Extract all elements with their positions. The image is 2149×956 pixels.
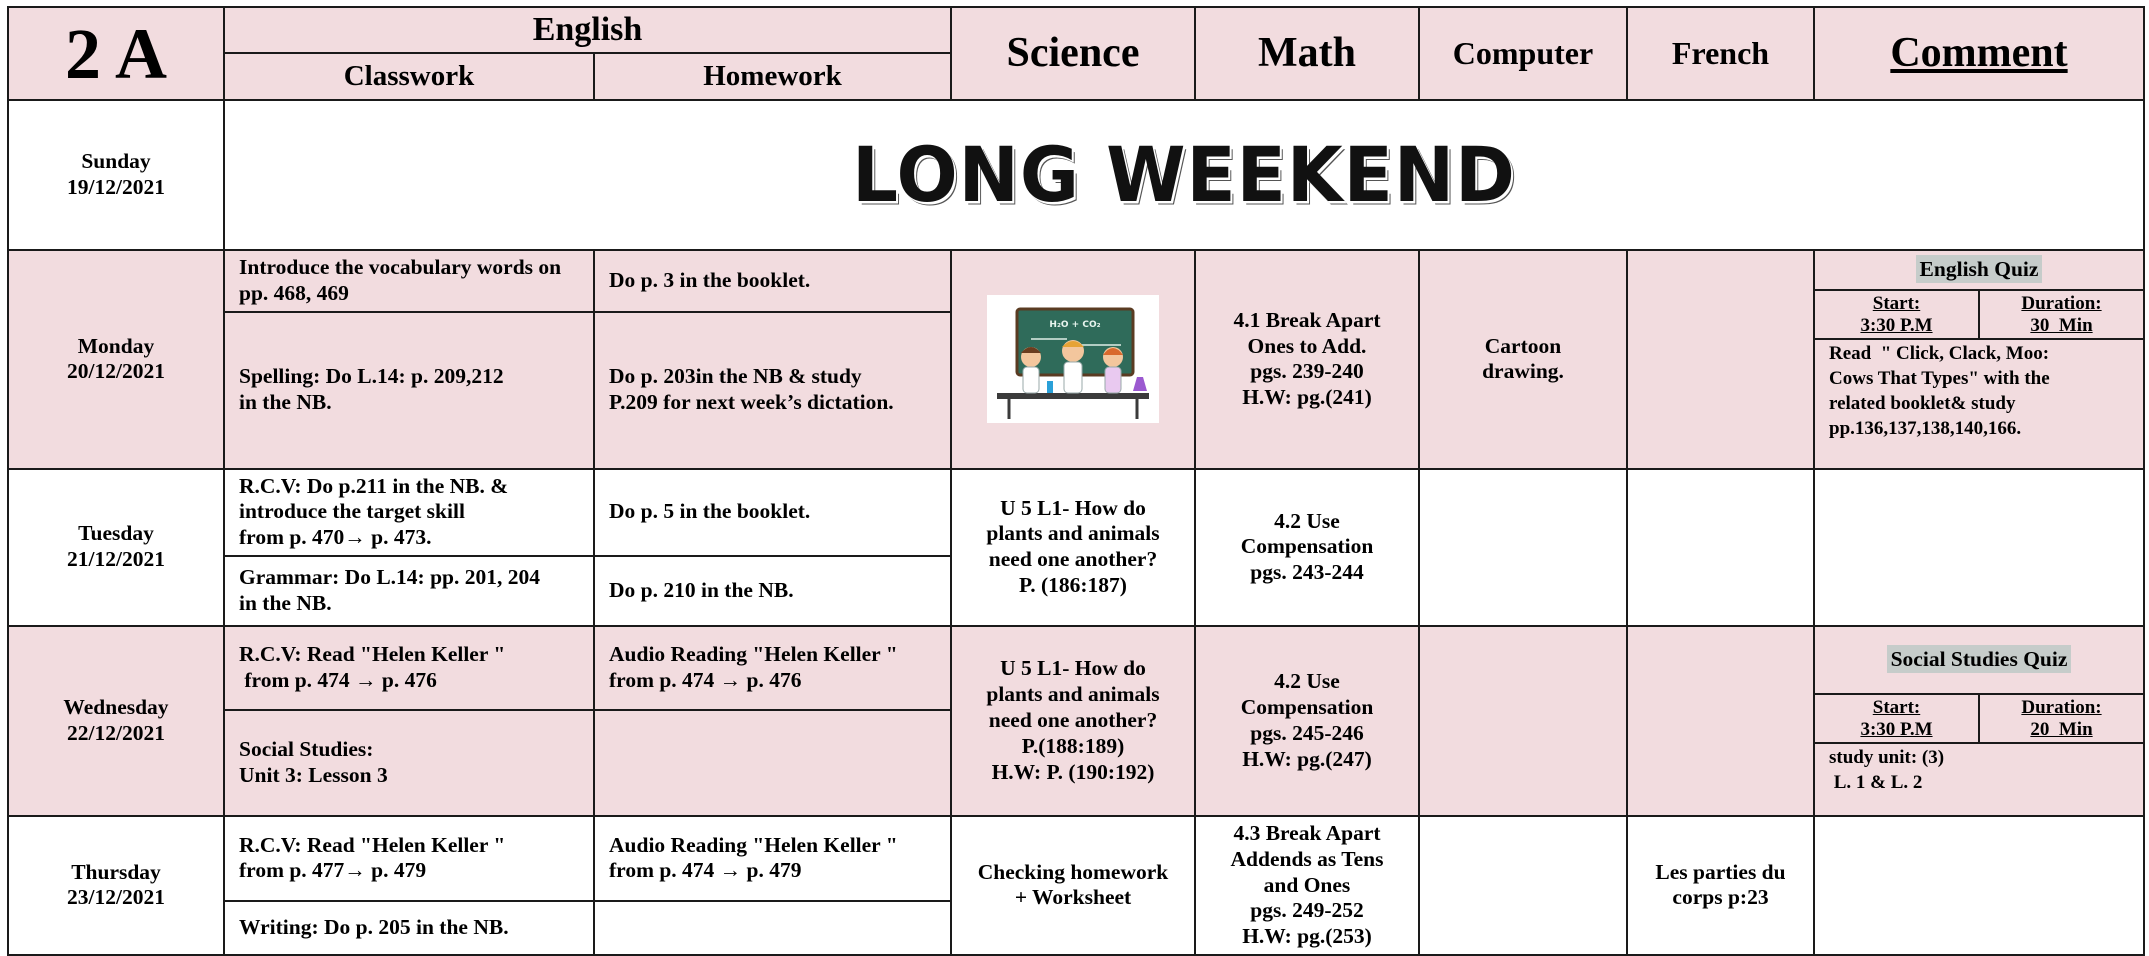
- math-line: pgs. 239-240: [1250, 359, 1364, 384]
- french-header: French: [1627, 7, 1814, 100]
- classwork-line: Unit 3: Lesson 3: [239, 762, 388, 787]
- quiz-duration: [1980, 291, 2143, 339]
- monday-homework-1: Do p. 3 in the booklet.: [594, 250, 951, 312]
- wednesday-row-1: [8, 626, 2144, 710]
- math-line: Ones to Add.: [1247, 333, 1367, 358]
- quiz-title-text: Social Studies Quiz: [1887, 645, 2072, 673]
- sunday-row: [8, 100, 2144, 250]
- sunday-day-cell: [8, 100, 224, 250]
- computer-line: Cartoon: [1484, 333, 1562, 358]
- quiz-start-value: 3:30 P.M: [1860, 718, 1933, 740]
- monday-comment-cell: [1814, 250, 2144, 469]
- quiz-time-row: [1815, 291, 2143, 341]
- wednesday-homework-2: [594, 710, 951, 816]
- quiz-note-line: related booklet& study: [1829, 392, 2016, 414]
- science-line: P. (186:187): [1019, 573, 1127, 598]
- tuesday-row-1: [8, 469, 2144, 556]
- quiz-note: [1815, 744, 2143, 815]
- math-line: pgs. 243-244: [1250, 560, 1364, 585]
- science-line: + Worksheet: [1014, 885, 1132, 910]
- thursday-math-cell: [1195, 816, 1419, 955]
- tuesday-classwork-2: [224, 556, 594, 626]
- monday-science-cell: [951, 250, 1195, 469]
- social-studies-quiz-box: [1815, 627, 2143, 815]
- science-line: U 5 L1- How do: [1000, 495, 1146, 520]
- science-lab-illustration-icon: [987, 295, 1159, 423]
- classwork-line: from p. 477→ p. 479: [239, 858, 427, 883]
- day-name: Thursday: [71, 859, 161, 884]
- svg-text:H₂O + CO₂: H₂O + CO₂: [1049, 320, 1101, 331]
- math-line: and Ones: [1263, 872, 1351, 897]
- math-line: Compensation: [1240, 695, 1374, 720]
- monday-computer-cell: [1419, 250, 1627, 469]
- quiz-duration-value: 30 Min: [2030, 314, 2093, 336]
- math-line: 4.3 Break Apart: [1233, 820, 1381, 845]
- classwork-line: Spelling: Do L.14: p. 209,212: [239, 364, 504, 389]
- science-line: need one another?: [988, 708, 1158, 733]
- homework-line: Audio Reading "Helen Keller ": [609, 832, 898, 857]
- monday-french-cell: [1627, 250, 1814, 469]
- quiz-note: [1815, 340, 2143, 467]
- science-line: U 5 L1- How do: [1000, 656, 1146, 681]
- tuesday-computer-cell: [1419, 469, 1627, 626]
- math-line: Compensation: [1240, 534, 1374, 559]
- science-line: P.(188:189): [1021, 733, 1125, 758]
- computer-line: drawing.: [1482, 359, 1564, 384]
- day-date: 19/12/2021: [67, 175, 165, 199]
- day-name: Wednesday: [63, 695, 169, 720]
- quiz-title: [1815, 251, 2143, 291]
- tuesday-french-cell: [1627, 469, 1814, 626]
- english-header: English: [224, 7, 951, 53]
- homework-line: Audio Reading "Helen Keller ": [609, 642, 898, 667]
- quiz-note-line: pp.136,137,138,140,166.: [1829, 417, 2022, 439]
- day-name: Tuesday: [78, 521, 154, 546]
- quiz-title-text: English Quiz: [1916, 255, 2043, 283]
- classwork-line: Grammar: Do L.14: pp. 201, 204: [239, 565, 540, 590]
- quiz-note-line: study unit: (3): [1829, 747, 1945, 769]
- day-date: 21/12/2021: [67, 547, 165, 572]
- monday-day-cell: [8, 250, 224, 469]
- day-name: Sunday: [81, 149, 151, 174]
- classwork-line: Social Studies:: [239, 737, 374, 762]
- quiz-duration-value: 20 Min: [2030, 718, 2093, 740]
- homework-line: P.209 for next week’s dictation.: [609, 390, 894, 415]
- math-line: 4.2 Use: [1274, 508, 1340, 533]
- science-line: H.W: P. (190:192): [991, 759, 1155, 784]
- quiz-start: [1815, 291, 1980, 339]
- quiz-duration: [1980, 695, 2143, 743]
- thursday-day-cell: [8, 816, 224, 955]
- tuesday-homework-2: Do p. 210 in the NB.: [594, 556, 951, 626]
- wednesday-homework-1: [594, 626, 951, 710]
- classwork-line: R.C.V: Read "Helen Keller ": [239, 832, 506, 857]
- header-row-top: [8, 7, 2144, 53]
- quiz-start-value: 3:30 P.M: [1860, 314, 1933, 336]
- day-date: 20/12/2021: [67, 359, 165, 384]
- wednesday-math-cell: [1195, 626, 1419, 816]
- thursday-classwork-2: Writing: Do p. 205 in the NB.: [224, 901, 594, 955]
- homework-line: from p. 474 → p. 479: [609, 858, 802, 883]
- science-line: need one another?: [988, 547, 1158, 572]
- day-date: 22/12/2021: [67, 720, 165, 745]
- tuesday-day-cell: [8, 469, 224, 626]
- thursday-homework-1: [594, 816, 951, 901]
- long-weekend-banner: LONG WEEKEND: [852, 130, 1516, 219]
- french-line: Les parties du: [1655, 859, 1786, 884]
- tuesday-science-cell: [951, 469, 1195, 626]
- quiz-duration-label: Duration:: [2021, 292, 2102, 314]
- math-line: H.W: pg.(247): [1242, 746, 1372, 771]
- science-header: Science: [951, 7, 1195, 100]
- math-line: pgs. 245-246: [1250, 720, 1364, 745]
- wednesday-science-cell: [951, 626, 1195, 816]
- thursday-science-cell: [951, 816, 1195, 955]
- science-line: Checking homework: [977, 859, 1169, 884]
- weekly-plan-table: [7, 6, 2145, 956]
- classwork-line: from p. 470→ p. 473.: [239, 525, 432, 550]
- quiz-start: [1815, 695, 1980, 743]
- wednesday-french-cell: [1627, 626, 1814, 816]
- math-line: H.W: pg.(241): [1242, 385, 1372, 410]
- day-name: Monday: [77, 333, 155, 358]
- wednesday-day-cell: [8, 626, 224, 816]
- day-date: 23/12/2021: [67, 885, 165, 910]
- homework-header: Homework: [594, 53, 951, 100]
- quiz-note-line: Read " Click, Clack, Moo:: [1829, 343, 2050, 365]
- math-line: pgs. 249-252: [1250, 898, 1364, 923]
- monday-math-cell: [1195, 250, 1419, 469]
- thursday-computer-cell: [1419, 816, 1627, 955]
- tuesday-comment-cell: [1814, 469, 2144, 626]
- classwork-header: Classwork: [224, 53, 594, 100]
- homework-line: Do p. 203in the NB & study: [609, 364, 862, 389]
- wednesday-comment-cell: [1814, 626, 2144, 816]
- thursday-classwork-1: [224, 816, 594, 901]
- quiz-note-line: L. 1 & L. 2: [1829, 772, 1923, 794]
- class-name: 2 A: [8, 7, 224, 100]
- wednesday-classwork-2: [224, 710, 594, 816]
- science-image-wrap: [952, 295, 1194, 423]
- quiz-start-label: Start:: [1872, 292, 1921, 314]
- quiz-start-label: Start:: [1872, 696, 1921, 718]
- quiz-note-line: Cows That Types" with the: [1829, 368, 2050, 390]
- computer-header: Computer: [1419, 7, 1627, 100]
- classwork-line: introduce the target skill: [239, 499, 465, 524]
- math-line: 4.1 Break Apart: [1233, 307, 1381, 332]
- wednesday-classwork-1: [224, 626, 594, 710]
- tuesday-homework-1: Do p. 5 in the booklet.: [594, 469, 951, 556]
- french-line: corps p:23: [1672, 885, 1769, 910]
- tuesday-math-cell: [1195, 469, 1419, 626]
- science-line: plants and animals: [986, 682, 1160, 707]
- thursday-comment-cell: [1814, 816, 2144, 955]
- math-header: Math: [1195, 7, 1419, 100]
- monday-row-1: [8, 250, 2144, 312]
- wednesday-computer-cell: [1419, 626, 1627, 816]
- comment-header: Comment: [1814, 7, 2144, 100]
- math-line: Addends as Tens: [1230, 846, 1384, 871]
- classwork-line: R.C.V: Do p.211 in the NB. &: [239, 473, 509, 498]
- thursday-row-1: [8, 816, 2144, 901]
- tuesday-classwork-1: [224, 469, 594, 556]
- thursday-french-cell: [1627, 816, 1814, 955]
- classwork-line: from p. 474 → p. 476: [239, 667, 437, 692]
- monday-classwork-1: Introduce the vocabulary words on pp. 468, 469: [224, 250, 594, 312]
- classwork-line: in the NB.: [239, 590, 332, 615]
- classwork-line: in the NB.: [239, 390, 332, 415]
- monday-homework-2: [594, 312, 951, 469]
- science-line: plants and animals: [986, 521, 1160, 546]
- quiz-duration-label: Duration:: [2021, 696, 2102, 718]
- quiz-title: [1815, 627, 2143, 695]
- quiz-time-row: [1815, 695, 2143, 745]
- long-weekend-cell: [224, 100, 2144, 250]
- homework-line: from p. 474 → p. 476: [609, 667, 802, 692]
- english-quiz-box: [1815, 251, 2143, 468]
- math-line: H.W: pg.(253): [1242, 924, 1372, 949]
- classwork-line: R.C.V: Read "Helen Keller ": [239, 642, 506, 667]
- math-line: 4.2 Use: [1274, 669, 1340, 694]
- monday-classwork-2: [224, 312, 594, 469]
